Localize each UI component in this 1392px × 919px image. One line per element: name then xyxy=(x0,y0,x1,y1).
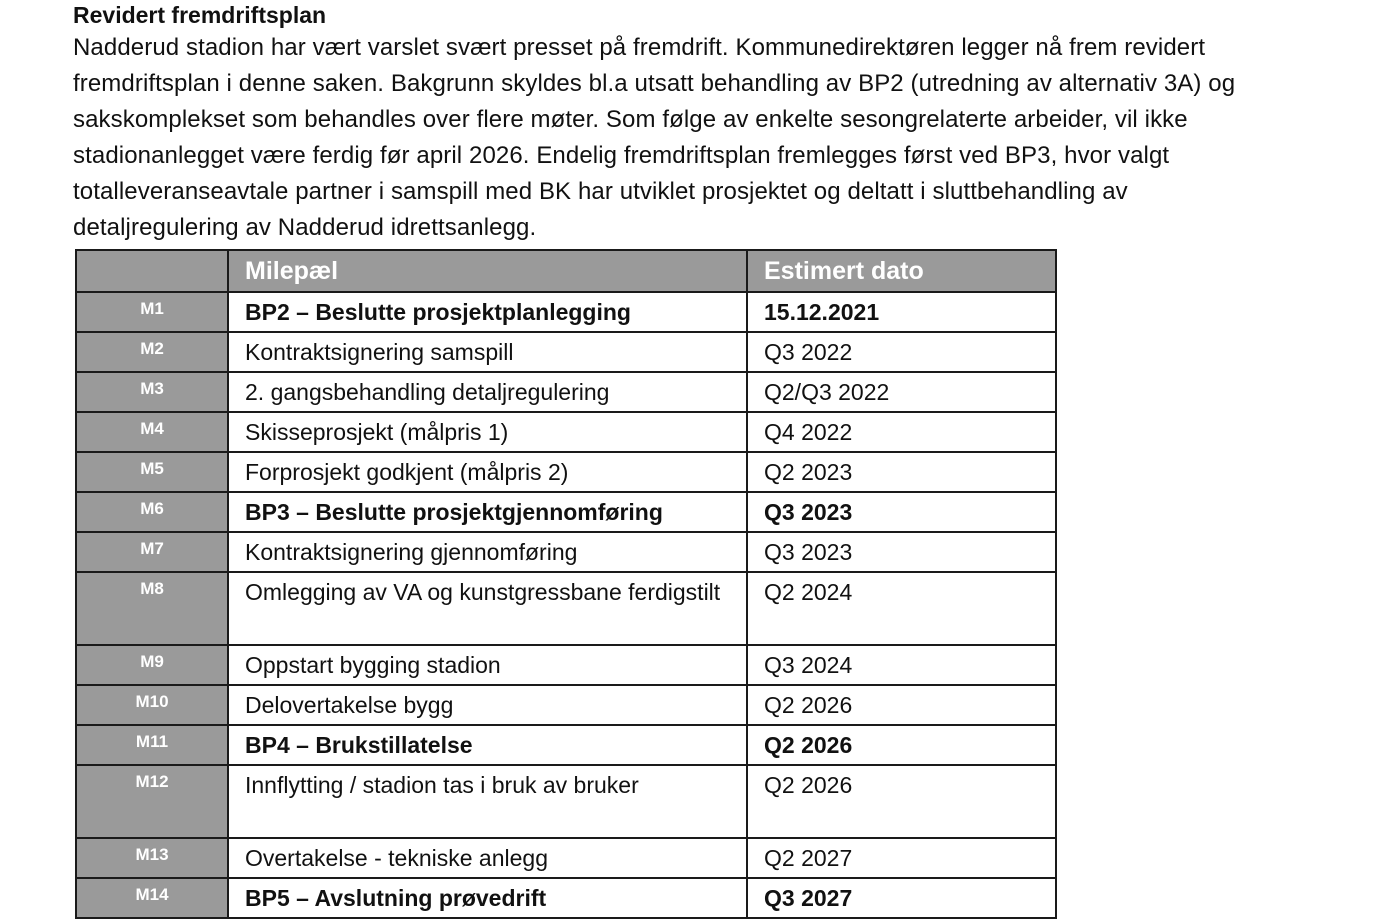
paragraph-line: sakskomplekset som behandles over flere møter. Som følge av enkelte sesongrelaterte arbeider, vil ikke xyxy=(73,106,1188,133)
milestone-date: Q2 2026 xyxy=(747,725,1056,765)
milestone-date: Q3 2023 xyxy=(747,492,1056,532)
paragraph-line: stadionanlegget være ferdig før april 2026. Endelig fremdriftsplan fremlegges først ved BP3, hvor valgt xyxy=(73,142,1170,169)
paragraph-line: totalleveranseavtale partner i samspill med BK har utviklet prosjektet og deltatt i sluttbehandling av xyxy=(73,178,1128,205)
milestone-date: 15.12.2021 xyxy=(747,292,1056,332)
milestone-date: Q3 2023 xyxy=(747,532,1056,572)
header-milestone: Milepæl xyxy=(228,250,747,292)
milestone-id: M14 xyxy=(76,878,228,918)
milestone-id: M10 xyxy=(76,685,228,725)
table-body xyxy=(76,292,1056,918)
milestone-date: Q3 2027 xyxy=(747,878,1056,918)
milestone-name: Skisseprosjekt (målpris 1) xyxy=(228,412,747,452)
milestone-date: Q2 2027 xyxy=(747,838,1056,878)
milestone-id: M4 xyxy=(76,412,228,452)
header-id xyxy=(76,250,228,292)
milestone-id: M12 xyxy=(76,765,228,838)
milestone-id: M6 xyxy=(76,492,228,532)
table-row xyxy=(76,332,1056,372)
milestone-name: BP5 – Avslutning prøvedrift xyxy=(228,878,747,918)
milestone-date: Q2 2024 xyxy=(747,572,1056,645)
table-row xyxy=(76,452,1056,492)
milestone-name: Forprosjekt godkjent (målpris 2) xyxy=(228,452,747,492)
milestone-name: 2. gangsbehandling detaljregulering xyxy=(228,372,747,412)
milestone-name: BP4 – Brukstillatelse xyxy=(228,725,747,765)
table-row xyxy=(76,572,1056,645)
table-row xyxy=(76,725,1056,765)
milestone-name: Innflytting / stadion tas i bruk av bruker xyxy=(228,765,747,838)
milestone-date: Q2/Q3 2022 xyxy=(747,372,1056,412)
milestone-name: Delovertakelse bygg xyxy=(228,685,747,725)
milestone-name: BP3 – Beslutte prosjektgjennomføring xyxy=(228,492,747,532)
intro-paragraph xyxy=(73,30,1383,246)
milestone-table xyxy=(75,249,1057,919)
table-row xyxy=(76,838,1056,878)
table-row xyxy=(76,492,1056,532)
milestone-id: M13 xyxy=(76,838,228,878)
table-row xyxy=(76,765,1056,838)
document-body xyxy=(73,0,1383,246)
header-date: Estimert dato xyxy=(747,250,1056,292)
milestone-date: Q2 2023 xyxy=(747,452,1056,492)
milestone-id: M9 xyxy=(76,645,228,685)
table-row xyxy=(76,685,1056,725)
milestone-id: M5 xyxy=(76,452,228,492)
milestone-id: M8 xyxy=(76,572,228,645)
milestone-date: Q2 2026 xyxy=(747,765,1056,838)
milestone-date: Q3 2024 xyxy=(747,645,1056,685)
paragraph-line: Nadderud stadion har vært varslet svært presset på fremdrift. Kommunedirektøren legger nå frem revidert xyxy=(73,34,1206,61)
table-row xyxy=(76,412,1056,452)
paragraph-line: detaljregulering av Nadderud idrettsanlegg. xyxy=(73,214,537,241)
milestone-name: Omlegging av VA og kunstgressbane ferdigstilt xyxy=(228,572,747,645)
paragraph-line: fremdriftsplan i denne saken. Bakgrunn skyldes bl.a utsatt behandling av BP2 (utredning av alternativ 3A) og xyxy=(73,70,1236,97)
milestone-name: BP2 – Beslutte prosjektplanlegging xyxy=(228,292,747,332)
milestone-date: Q2 2026 xyxy=(747,685,1056,725)
table-row xyxy=(76,645,1056,685)
milestone-date: Q4 2022 xyxy=(747,412,1056,452)
milestone-date: Q3 2022 xyxy=(747,332,1056,372)
milestone-name: Kontraktsignering samspill xyxy=(228,332,747,372)
milestone-name: Oppstart bygging stadion xyxy=(228,645,747,685)
milestone-id: M1 xyxy=(76,292,228,332)
section-heading: Revidert fremdriftsplan xyxy=(73,2,327,28)
table-header-row xyxy=(76,250,1056,292)
milestone-id: M3 xyxy=(76,372,228,412)
table-row xyxy=(76,532,1056,572)
milestone-id: M2 xyxy=(76,332,228,372)
milestone-id: M11 xyxy=(76,725,228,765)
milestone-id: M7 xyxy=(76,532,228,572)
milestone-name: Kontraktsignering gjennomføring xyxy=(228,532,747,572)
milestone-name: Overtakelse - tekniske anlegg xyxy=(228,838,747,878)
table-row xyxy=(76,878,1056,918)
table-row xyxy=(76,292,1056,332)
table-row xyxy=(76,372,1056,412)
